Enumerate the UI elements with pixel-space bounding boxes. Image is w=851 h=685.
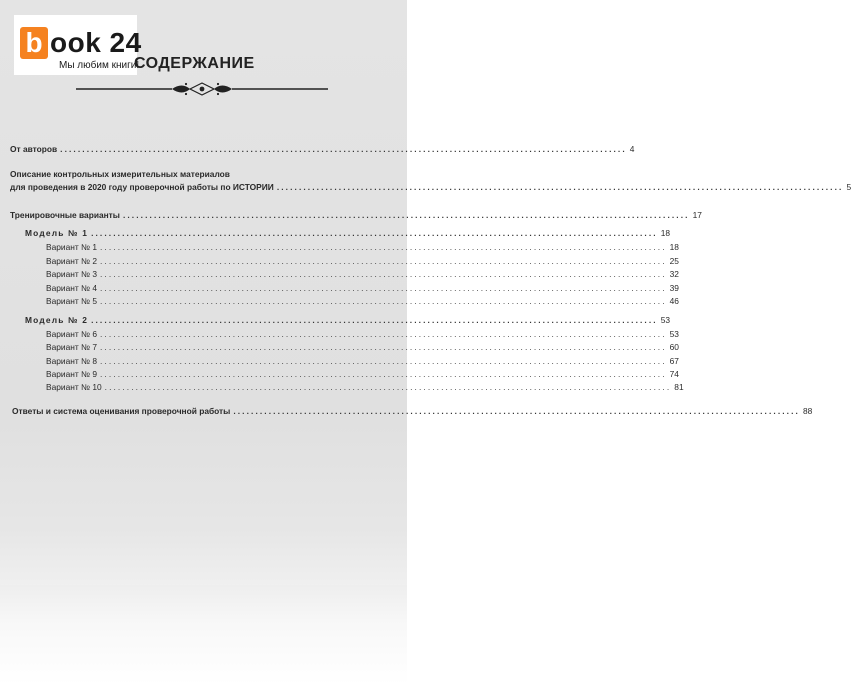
toc-leader: ................................................................................................................................: [276, 182, 844, 192]
toc-label: Вариант № 5: [46, 296, 97, 306]
toc-page-number: 25: [669, 256, 679, 266]
toc-entry-variant-3[interactable]: [46, 268, 679, 281]
toc-leader: ................................................................................................................................: [100, 369, 667, 379]
toc-leader: ................................................................................................................................: [100, 256, 667, 266]
toc-leader: ................................................................................................................................: [100, 269, 667, 279]
toc-description-line1: Описание контрольных измерительных материалов: [10, 169, 230, 179]
toc-label: Вариант № 7: [46, 342, 97, 352]
toc-entry-variant-7[interactable]: [46, 341, 679, 354]
toc-leader: ................................................................................................................................: [100, 242, 667, 252]
toc-page-number: 5: [846, 182, 851, 192]
toc-entry-training[interactable]: [10, 209, 702, 222]
toc-leader: ................................................................................................................................: [233, 406, 800, 416]
toc-entry-variant-8[interactable]: [46, 355, 679, 368]
logo-wordmark: ook 24: [50, 27, 142, 58]
toc-page-number: 17: [692, 210, 702, 220]
page-bottom-fade: [0, 585, 407, 685]
toc-label: Ответы и система оценивания проверочной работы: [12, 406, 231, 416]
toc-leader: ................................................................................................................................: [60, 144, 627, 154]
toc-entry-model2[interactable]: [25, 314, 671, 327]
toc-leader: ................................................................................................................................: [100, 356, 667, 366]
ornament-divider-icon: [76, 81, 328, 97]
toc-page-number: 53: [669, 329, 679, 339]
toc-page-number: 46: [669, 296, 679, 306]
toc-leader: ................................................................................................................................: [104, 382, 672, 392]
toc-label: Вариант № 1: [46, 242, 97, 252]
toc-label: Вариант № 3: [46, 269, 97, 279]
toc-page-number: 88: [802, 406, 813, 416]
page-title: СОДЕРЖАНИЕ: [134, 55, 255, 72]
toc-page-number: 18: [669, 242, 679, 252]
toc-label: Тренировочные варианты: [10, 210, 120, 220]
toc-entry-authors[interactable]: [10, 143, 635, 156]
toc-leader: ................................................................................................................................: [91, 228, 658, 238]
toc-page-number: 18: [660, 228, 671, 238]
toc-label: Вариант № 6: [46, 329, 97, 339]
toc-leader: ................................................................................................................................: [100, 342, 667, 352]
toc-page-number: 74: [669, 369, 679, 379]
toc-entry-variant-10[interactable]: [46, 381, 684, 394]
toc-page-number: 32: [669, 269, 679, 279]
toc-entry-variant-6[interactable]: [46, 328, 679, 341]
toc-page-number: 53: [660, 315, 671, 325]
toc-entry-model1[interactable]: [25, 227, 671, 240]
logo-slogan: Мы любим книги!: [59, 60, 140, 71]
toc-entry-variant-4[interactable]: [46, 282, 679, 295]
toc-label: Модель № 1: [25, 228, 89, 238]
toc-page-number: 67: [669, 356, 679, 366]
toc-entry-variant-1[interactable]: [46, 241, 679, 254]
toc-entry-description[interactable]: [10, 181, 851, 194]
toc-entry-answers[interactable]: [12, 405, 813, 418]
toc-entry-variant-2[interactable]: [46, 255, 679, 268]
toc-label: Модель № 2: [25, 315, 89, 325]
toc-entry-variant-5[interactable]: [46, 295, 679, 308]
book24-logo[interactable]: [14, 15, 142, 75]
toc-page-number: 39: [669, 283, 679, 293]
toc-label: Вариант № 9: [46, 369, 97, 379]
toc-page-number: 60: [669, 342, 679, 352]
toc-label: Вариант № 4: [46, 283, 97, 293]
toc-entry-variant-9[interactable]: [46, 368, 679, 381]
logo-b-mark: b: [20, 27, 48, 59]
toc-leader: ................................................................................................................................: [122, 210, 690, 220]
toc-leader: ................................................................................................................................: [100, 296, 667, 306]
toc-leader: ................................................................................................................................: [91, 315, 658, 325]
toc-leader: ................................................................................................................................: [100, 329, 667, 339]
toc-page-number: 81: [674, 382, 684, 392]
toc-label: Вариант № 10: [46, 382, 102, 392]
toc-page-number: 4: [629, 144, 635, 154]
toc-leader: ................................................................................................................................: [100, 283, 667, 293]
toc-label: От авторов: [10, 144, 58, 154]
toc-label: Вариант № 2: [46, 256, 97, 266]
toc-label: Вариант № 8: [46, 356, 97, 366]
toc-label: для проведения в 2020 году проверочной работы по ИСТОРИИ: [10, 182, 274, 192]
